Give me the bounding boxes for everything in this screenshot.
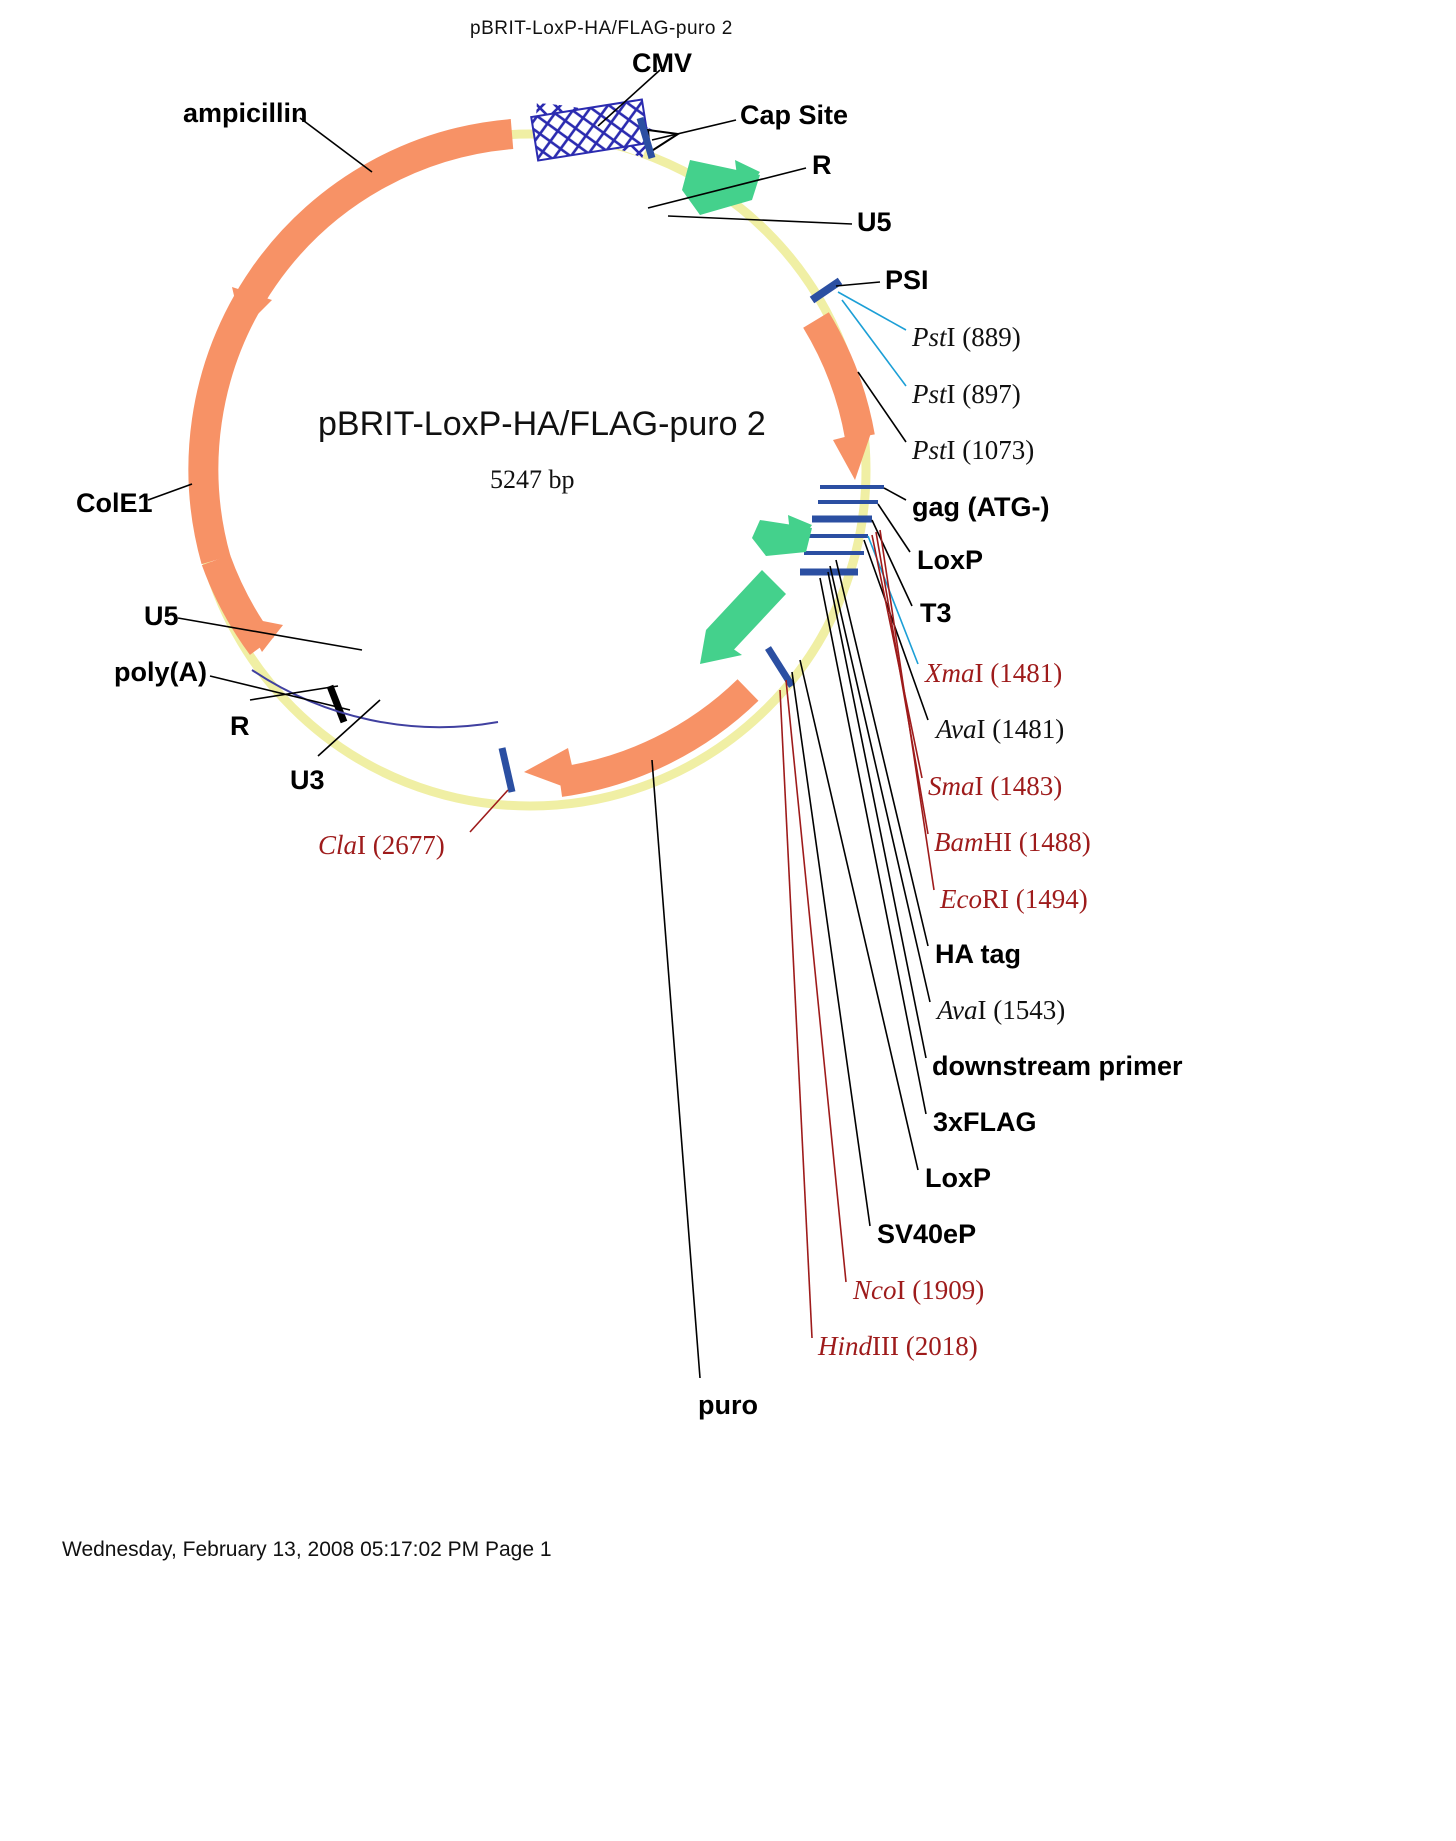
enzyme-position: I (2677) xyxy=(357,830,445,860)
enzyme-site-psti-897 xyxy=(912,379,1021,410)
feature-block-cmv xyxy=(531,100,649,161)
feature-label-ha-tag: HA tag xyxy=(935,939,1021,969)
feature-label-puro: puro xyxy=(698,1390,758,1420)
enzyme-position: I (1909) xyxy=(896,1275,985,1305)
enzyme-position: I (1073) xyxy=(946,435,1035,465)
feature-label-psi: PSI xyxy=(885,265,929,295)
feature-label-ampicillin: ampicillin xyxy=(183,98,308,128)
plasmid-size: 5247 bp xyxy=(490,465,575,494)
enzyme-name: Pst xyxy=(912,379,947,409)
site-tick-lower-right xyxy=(768,648,792,686)
footer-timestamp: Wednesday, February 13, 2008 05:17:02 PM Page 1 xyxy=(62,1538,552,1561)
enzyme-position: HI (1488) xyxy=(983,827,1091,857)
enzyme-position: III (2018) xyxy=(872,1331,978,1361)
enzyme-site-hindiii-2018 xyxy=(818,1331,978,1362)
feature-label-u5-top: U5 xyxy=(857,207,892,237)
feature-label-downstream-primer: downstream primer xyxy=(932,1051,1183,1081)
enzyme-name: Ava xyxy=(937,995,978,1025)
site-tick-clai xyxy=(502,748,512,792)
feature-label-r-top: R xyxy=(812,150,832,180)
enzyme-position: I (897) xyxy=(946,379,1021,409)
enzyme-site-ecori-1494 xyxy=(940,884,1088,915)
enzyme-name: Sma xyxy=(928,771,975,801)
feature-arrow-green-top xyxy=(682,160,760,215)
enzyme-name: Xma xyxy=(925,658,975,688)
enzyme-name: Cla xyxy=(318,830,358,860)
enzyme-name: Eco xyxy=(940,884,982,914)
feature-label-loxp-2: LoxP xyxy=(925,1163,992,1193)
enzyme-position: I (889) xyxy=(946,322,1021,352)
enzyme-name: Nco xyxy=(853,1275,897,1305)
feature-label-gag: gag (ATG-) xyxy=(912,492,1050,522)
enzyme-site-avai-1543 xyxy=(937,995,1065,1026)
feature-label-u5-left: U5 xyxy=(144,601,179,631)
enzyme-site-clai-2677 xyxy=(318,830,445,861)
enzyme-position: I (1483) xyxy=(974,771,1063,801)
enzyme-name: Bam xyxy=(934,827,984,857)
enzyme-site-avai-1481 xyxy=(936,714,1064,745)
enzyme-site-ncoi-1909 xyxy=(853,1275,984,1306)
feature-arc-ampicillin xyxy=(203,134,512,652)
feature-label-polya: poly(A) xyxy=(114,657,207,687)
feature-label-sv40ep: SV40eP xyxy=(877,1219,977,1249)
feature-label-cmv: CMV xyxy=(632,48,692,78)
enzyme-position: I (1481) xyxy=(974,658,1063,688)
feature-label-u3: U3 xyxy=(290,765,325,795)
enzyme-position: I (1543) xyxy=(977,995,1066,1025)
enzyme-name: Pst xyxy=(912,435,947,465)
feature-label-loxp-1: LoxP xyxy=(917,545,984,575)
enzyme-site-bamhi-1488 xyxy=(934,827,1091,858)
feature-arc-puro xyxy=(524,690,748,792)
feature-label-cole1: ColE1 xyxy=(76,488,153,518)
page-title: pBRIT-LoxP-HA/FLAG-puro 2 xyxy=(470,18,733,39)
enzyme-name: Ava xyxy=(936,714,977,744)
plasmid-name: pBRIT-LoxP-HA/FLAG-puro 2 xyxy=(318,405,766,443)
enzyme-site-psti-889 xyxy=(912,322,1021,353)
enzyme-name: Pst xyxy=(912,322,947,352)
enzyme-position: RI (1494) xyxy=(981,884,1088,914)
enzyme-site-psti-1073 xyxy=(912,435,1034,466)
feature-label-3xflag: 3xFLAG xyxy=(933,1107,1037,1137)
feature-label-t3: T3 xyxy=(920,598,952,628)
enzyme-name: Hind xyxy=(818,1331,872,1361)
enzyme-position: I (1481) xyxy=(976,714,1065,744)
enzyme-site-xmai-1481 xyxy=(925,658,1062,689)
feature-arrow-green-mid xyxy=(700,515,812,664)
enzyme-site-smai-1483 xyxy=(928,771,1062,802)
feature-label-r-left: R xyxy=(230,711,250,741)
feature-label-cap-site: Cap Site xyxy=(740,100,849,130)
